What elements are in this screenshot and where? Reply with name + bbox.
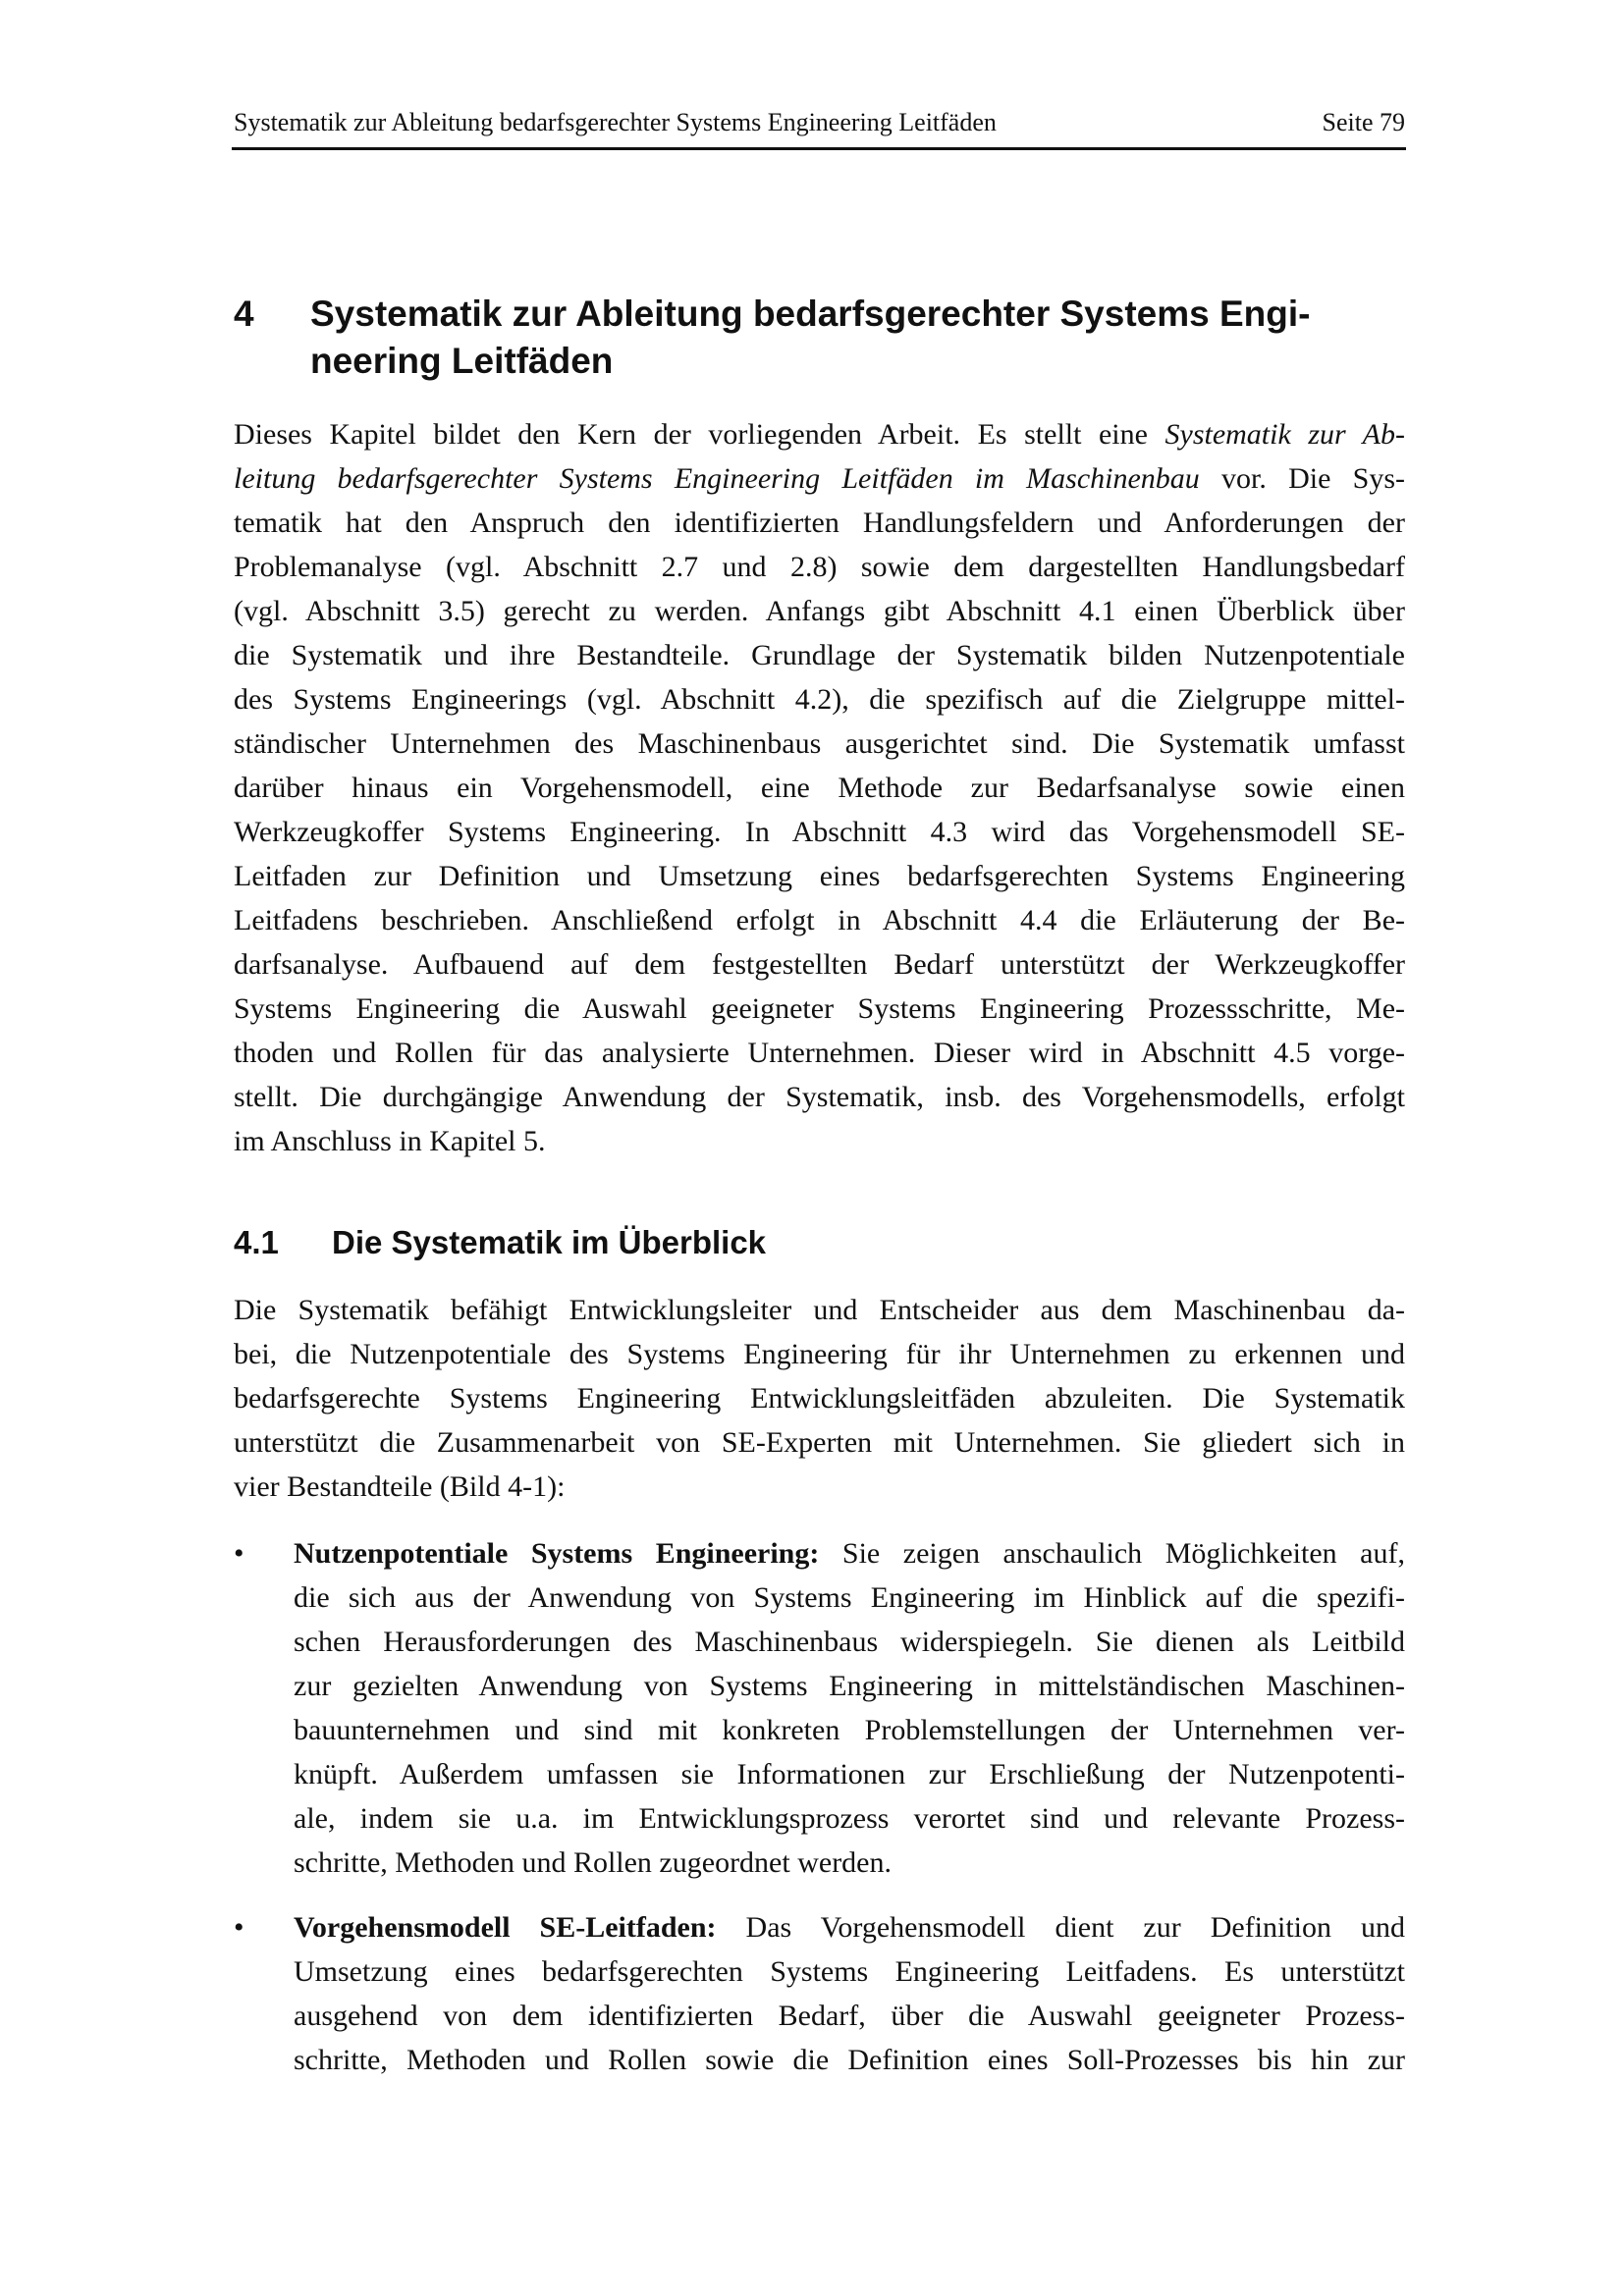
text-line bbox=[234, 766, 1405, 810]
chapter-title-line-1: Systematik zur Ableitung bedarfsgerechter Systems Engi- bbox=[310, 294, 1311, 334]
bullet-icon: • bbox=[234, 1537, 244, 1570]
emphasized-text: leitung bedarfsgerechter Systems Engineering Leitfäden im Maschinenbau bbox=[234, 462, 1200, 495]
running-header-title: Systematik zur Ableitung bedarfsgerechter Systems Engineering Leitfäden bbox=[234, 108, 997, 136]
text-run: bedarfsgerechte Systems Engineering Entwicklungsleitfäden abzuleiten. Die Systematik bbox=[234, 1382, 1405, 1415]
text-line bbox=[294, 1949, 1405, 1994]
running-header bbox=[234, 108, 1405, 137]
text-run: bauunternehmen und sind mit konkreten Problemstellungen der Unternehmen ver- bbox=[294, 1714, 1405, 1746]
text-line bbox=[294, 1752, 1405, 1796]
text-run: knüpft. Außerdem umfassen sie Informationen zur Erschließung der Nutzenpotenti- bbox=[294, 1758, 1405, 1790]
text-run: Sie zeigen anschaulich Möglichkeiten auf, bbox=[819, 1537, 1405, 1570]
text-run: Das Vorgehensmodell dient zur Definition und bbox=[716, 1911, 1405, 1944]
text-run: Systems Engineering die Auswahl geeigneter Systems Engineering Prozessschritte, Me- bbox=[234, 992, 1405, 1025]
text-line bbox=[294, 1905, 1405, 1949]
text-run: des Systems Engineerings (vgl. Abschnitt 4.2), die spezifisch auf die Zielgruppe mittel- bbox=[234, 683, 1405, 716]
text-line bbox=[234, 1119, 1405, 1163]
text-line bbox=[294, 1796, 1405, 1841]
text-line bbox=[294, 1994, 1405, 2038]
text-line bbox=[294, 1575, 1405, 1620]
bullet-item-vorgehensmodell bbox=[294, 1905, 1405, 2082]
text-line bbox=[234, 942, 1405, 987]
bullet-lead-term: Nutzenpotentiale Systems Engineering: bbox=[294, 1537, 820, 1570]
text-run: ausgehend von dem identifizierten Bedarf, über die Auswahl geeigneter Prozess- bbox=[294, 2000, 1405, 2032]
text-line bbox=[234, 810, 1405, 854]
text-line bbox=[234, 1420, 1405, 1465]
text-line bbox=[234, 1075, 1405, 1119]
text-run: (vgl. Abschnitt 3.5) gerecht zu werden. Anfangs gibt Abschnitt 4.1 einen Überblick über bbox=[234, 595, 1405, 627]
text-line bbox=[234, 987, 1405, 1031]
text-line bbox=[294, 2038, 1405, 2082]
text-line bbox=[294, 1620, 1405, 1664]
text-run: ale, indem sie u.a. im Entwicklungsprozess verortet sind und relevante Prozess- bbox=[294, 1802, 1405, 1835]
text-line bbox=[234, 1288, 1405, 1332]
text-run: thoden und Rollen für das analysierte Unternehmen. Dieser wird in Abschnitt 4.5 vorge- bbox=[234, 1037, 1405, 1069]
text-run: darüber hinaus ein Vorgehensmodell, eine Methode zur Bedarfsanalyse sowie einen bbox=[234, 772, 1405, 804]
text-run: schen Herausforderungen des Maschinenbaus widerspiegeln. Sie dienen als Leitbild bbox=[294, 1626, 1405, 1658]
text-run: tematik hat den Anspruch den identifizierten Handlungsfeldern und Anforderungen der bbox=[234, 507, 1405, 539]
text-run: darfsanalyse. Aufbauend auf dem festgestellten Bedarf unterstützt der Werkzeugkoffer bbox=[234, 948, 1405, 981]
section-paragraph bbox=[234, 1288, 1405, 1509]
intro-paragraph bbox=[234, 412, 1405, 1163]
text-run: unterstützt die Zusammenarbeit von SE-Experten mit Unternehmen. Sie gliedert sich in bbox=[234, 1426, 1405, 1459]
text-run: vier Bestandteile (Bild 4-1): bbox=[234, 1470, 566, 1503]
section-number: 4.1 bbox=[234, 1224, 279, 1260]
text-run: im Anschluss in Kapitel 5. bbox=[234, 1125, 546, 1157]
chapter-title-line-2: neering Leitfäden bbox=[310, 341, 614, 381]
text-line bbox=[234, 721, 1405, 766]
text-line bbox=[234, 1465, 1405, 1509]
bullet-item-nutzenpotentiale bbox=[294, 1531, 1405, 1885]
text-run: vor. Die Sys- bbox=[1199, 462, 1405, 495]
section-heading bbox=[234, 1221, 767, 1264]
header-rule bbox=[232, 147, 1406, 150]
text-run: schritte, Methoden und Rollen zugeordnet werden. bbox=[294, 1846, 892, 1879]
text-line bbox=[234, 1332, 1405, 1376]
section-title: Die Systematik im Überblick bbox=[332, 1224, 767, 1260]
text-line bbox=[294, 1531, 1405, 1575]
text-run: zur gezielten Anwendung von Systems Engineering in mittelständischen Maschinen- bbox=[294, 1670, 1405, 1702]
text-line bbox=[234, 633, 1405, 677]
bullet-lead-term: Vorgehensmodell SE-Leitfaden: bbox=[294, 1911, 717, 1944]
text-line bbox=[234, 1031, 1405, 1075]
text-run: schritte, Methoden und Rollen sowie die Definition eines Soll-Prozesses bis hin zur bbox=[294, 2044, 1405, 2076]
text-run: bei, die Nutzenpotentiale des Systems Engineering für ihr Unternehmen zu erkennen und bbox=[234, 1338, 1405, 1370]
text-line bbox=[294, 1841, 1405, 1885]
text-run: Dieses Kapitel bildet den Kern der vorliegenden Arbeit. Es stellt eine bbox=[234, 418, 1165, 451]
text-run: Leitfadens beschrieben. Anschließend erfolgt in Abschnitt 4.4 die Erläuterung der Be- bbox=[234, 904, 1405, 936]
text-run: Umsetzung eines bedarfsgerechten Systems Engineering Leitfadens. Es unterstützt bbox=[294, 1955, 1405, 1988]
text-run: stellt. Die durchgängige Anwendung der Systematik, insb. des Vorgehensmodells, erfolgt bbox=[234, 1081, 1405, 1113]
text-run: die Systematik und ihre Bestandteile. Grundlage der Systematik bilden Nutzenpotentiale bbox=[234, 639, 1405, 671]
text-line bbox=[234, 854, 1405, 898]
text-line bbox=[234, 412, 1405, 456]
bullet-icon: • bbox=[234, 1911, 244, 1944]
text-line bbox=[294, 1708, 1405, 1752]
text-run: ständischer Unternehmen des Maschinenbaus ausgerichtet sind. Die Systematik umfasst bbox=[234, 727, 1405, 760]
text-line bbox=[234, 501, 1405, 545]
text-line bbox=[234, 456, 1405, 501]
text-line bbox=[234, 589, 1405, 633]
page-number: Seite 79 bbox=[1322, 108, 1405, 136]
text-line bbox=[234, 1376, 1405, 1420]
text-line bbox=[234, 677, 1405, 721]
text-line bbox=[234, 898, 1405, 942]
text-run: Die Systematik befähigt Entwicklungsleiter und Entscheider aus dem Maschinenbau da- bbox=[234, 1294, 1405, 1326]
text-run: die sich aus der Anwendung von Systems Engineering im Hinblick auf die spezifi- bbox=[294, 1581, 1405, 1614]
emphasized-text: Systematik zur Ab- bbox=[1164, 418, 1405, 451]
text-line bbox=[234, 545, 1405, 589]
text-run: Leitfaden zur Definition und Umsetzung eines bedarfsgerechten Systems Engineering bbox=[234, 860, 1405, 892]
text-line bbox=[294, 1664, 1405, 1708]
text-run: Problemanalyse (vgl. Abschnitt 2.7 und 2.8) sowie dem dargestellten Handlungsbedarf bbox=[234, 551, 1405, 583]
text-run: Werkzeugkoffer Systems Engineering. In Abschnitt 4.3 wird das Vorgehensmodell SE- bbox=[234, 816, 1405, 848]
chapter-number: 4 bbox=[234, 294, 254, 334]
